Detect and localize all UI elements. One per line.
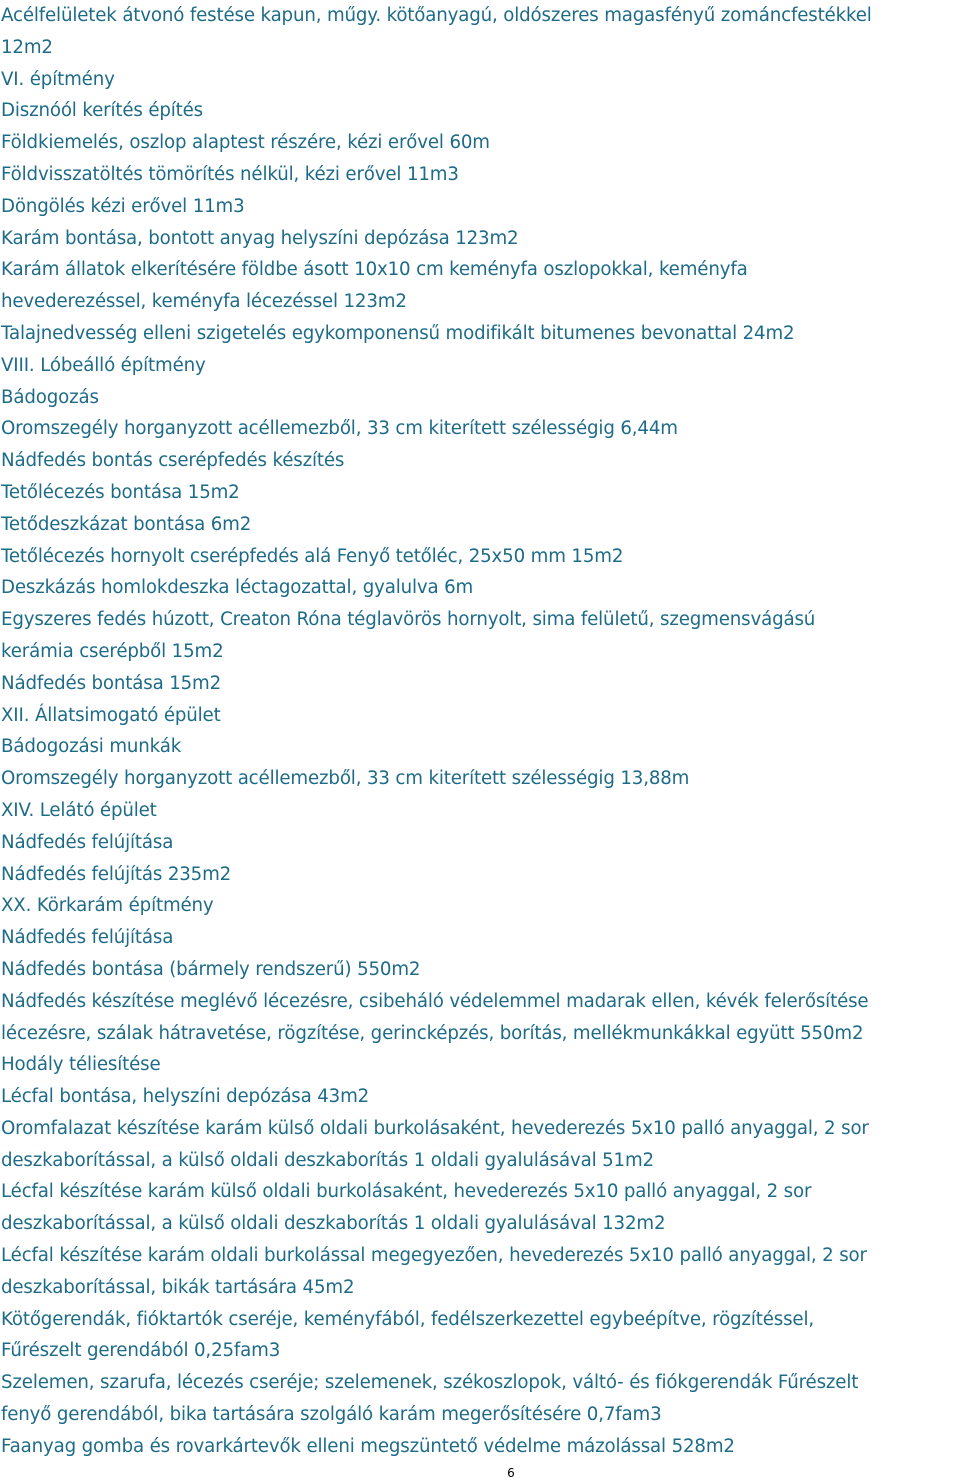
- text-line: Nádfedés felújítása: [1, 831, 174, 853]
- text-line: Oromszegély horganyzott acéllemezből, 33 cm kiterített szélességig 6,44m: [1, 418, 678, 440]
- page-number: 6: [507, 1466, 515, 1480]
- text-line: deszkaborítással, a külső oldali deszkaborítás 1 oldali gyalulásával 132m2: [1, 1213, 666, 1235]
- text-line: Nádfedés bontás cserépfedés készítés: [1, 450, 345, 472]
- text-line: Oromszegély horganyzott acéllemezből, 33 cm kiterített szélességig 13,88m: [1, 768, 690, 790]
- text-line: Döngölés kézi erővel 11m3: [1, 195, 245, 217]
- text-line: Karám bontása, bontott anyag helyszíni depózása 123m2: [1, 227, 519, 249]
- text-line: VI. építmény: [1, 68, 115, 90]
- text-line: Lécfal bontása, helyszíni depózása 43m2: [1, 1086, 370, 1108]
- text-line: Disznóól kerítés építés: [1, 100, 204, 122]
- text-line: Kötőgerendák, fióktartók cseréje, keményfából, fedélszerkezettel egybeépítve, rögzítéssel,: [1, 1308, 814, 1330]
- text-line: Tetődeszkázat bontása 6m2: [1, 513, 252, 535]
- text-line: XIV. Lelátó épület: [1, 799, 157, 821]
- text-line: deszkaborítással, bikák tartására 45m2: [1, 1276, 355, 1298]
- text-line: Lécfal készítése karám külső oldali burkolásaként, hevederezés 5x10 palló anyaggal, 2 sor: [1, 1181, 812, 1203]
- text-line: 12m2: [1, 36, 53, 58]
- text-line: Nádfedés bontása (bármely rendszerű) 550m2: [1, 958, 421, 980]
- text-line: Egyszeres fedés húzott, Creaton Róna téglavörös hornyolt, sima felületű, szegmensvágású: [1, 609, 816, 631]
- text-line: Hodály téliesítése: [1, 1054, 161, 1076]
- text-line: Tetőlécezés hornyolt cserépfedés alá Fenyő tetőléc, 25x50 mm 15m2: [1, 545, 624, 567]
- text-line: Deszkázás homlokdeszka léctagozattal, gyalulva 6m: [1, 577, 474, 599]
- text-line: Tetőlécezés bontása 15m2: [1, 481, 240, 503]
- text-line: deszkaborítással, a külső oldali deszkaborítás 1 oldali gyalulásával 51m2: [1, 1149, 654, 1171]
- text-line: Nádfedés felújítás 235m2: [1, 863, 232, 885]
- text-line: Oromfalazat készítése karám külső oldali burkolásaként, hevederezés 5x10 palló anyaggal, 2 sor: [1, 1117, 869, 1139]
- text-line: Nádfedés bontása 15m2: [1, 672, 222, 694]
- text-line: Bádogozás: [1, 386, 99, 408]
- text-line: Karám állatok elkerítésére földbe ásott 10x10 cm keményfa oszlopokkal, keményfa: [1, 259, 748, 281]
- document-body: [1, 0, 959, 1463]
- text-line: Földkiemelés, oszlop alaptest részére, kézi erővel 60m: [1, 132, 490, 154]
- text-line: Talajnedvesség elleni szigetelés egykomponensű modifikált bitumenes bevonattal 24m2: [1, 322, 795, 344]
- text-line: Szelemen, szarufa, lécezés cseréje; szelemenek, székoszlopok, váltó- és fiókgerendák Fűrészelt: [1, 1372, 859, 1394]
- text-line: fenyő gerendából, bika tartására szolgáló karám megerősítésére 0,7fam3: [1, 1404, 662, 1426]
- text-line: XX. Körkarám építmény: [1, 895, 214, 917]
- text-line: Lécfal készítése karám oldali burkolással megegyezően, hevederezés 5x10 palló anyaggal, 2 sor: [1, 1245, 867, 1267]
- text-line: Faanyag gomba és rovarkártevők elleni megszüntető védelme mázolással 528m2: [1, 1435, 735, 1457]
- text-line: kerámia cserépből 15m2: [1, 640, 224, 662]
- text-line: VIII. Lóbeálló építmény: [1, 354, 206, 376]
- text-line: Nádfedés felújítása: [1, 927, 174, 949]
- text-line: XII. Állatsimogató épület: [1, 704, 221, 726]
- text-line: Acélfelületek átvonó festése kapun, műgy. kötőanyagú, oldószeres magasfényű zománcfestékkel: [1, 5, 872, 26]
- text-line: hevederezéssel, keményfa lécezéssel 123m2: [1, 291, 407, 313]
- text-line: Nádfedés készítése meglévő lécezésre, csibeháló védelemmel madarak ellen, kévék felerősítése: [1, 990, 869, 1012]
- text-line: lécezésre, szálak hátravetése, rögzítése, gerincképzés, borítás, mellékmunkákkal együtt 550m2: [1, 1022, 864, 1044]
- text-line: Bádogozási munkák: [1, 736, 182, 758]
- text-line: Földvisszatöltés tömörítés nélkül, kézi erővel 11m3: [1, 163, 459, 185]
- text-line: Fűrészelt gerendából 0,25fam3: [1, 1340, 281, 1362]
